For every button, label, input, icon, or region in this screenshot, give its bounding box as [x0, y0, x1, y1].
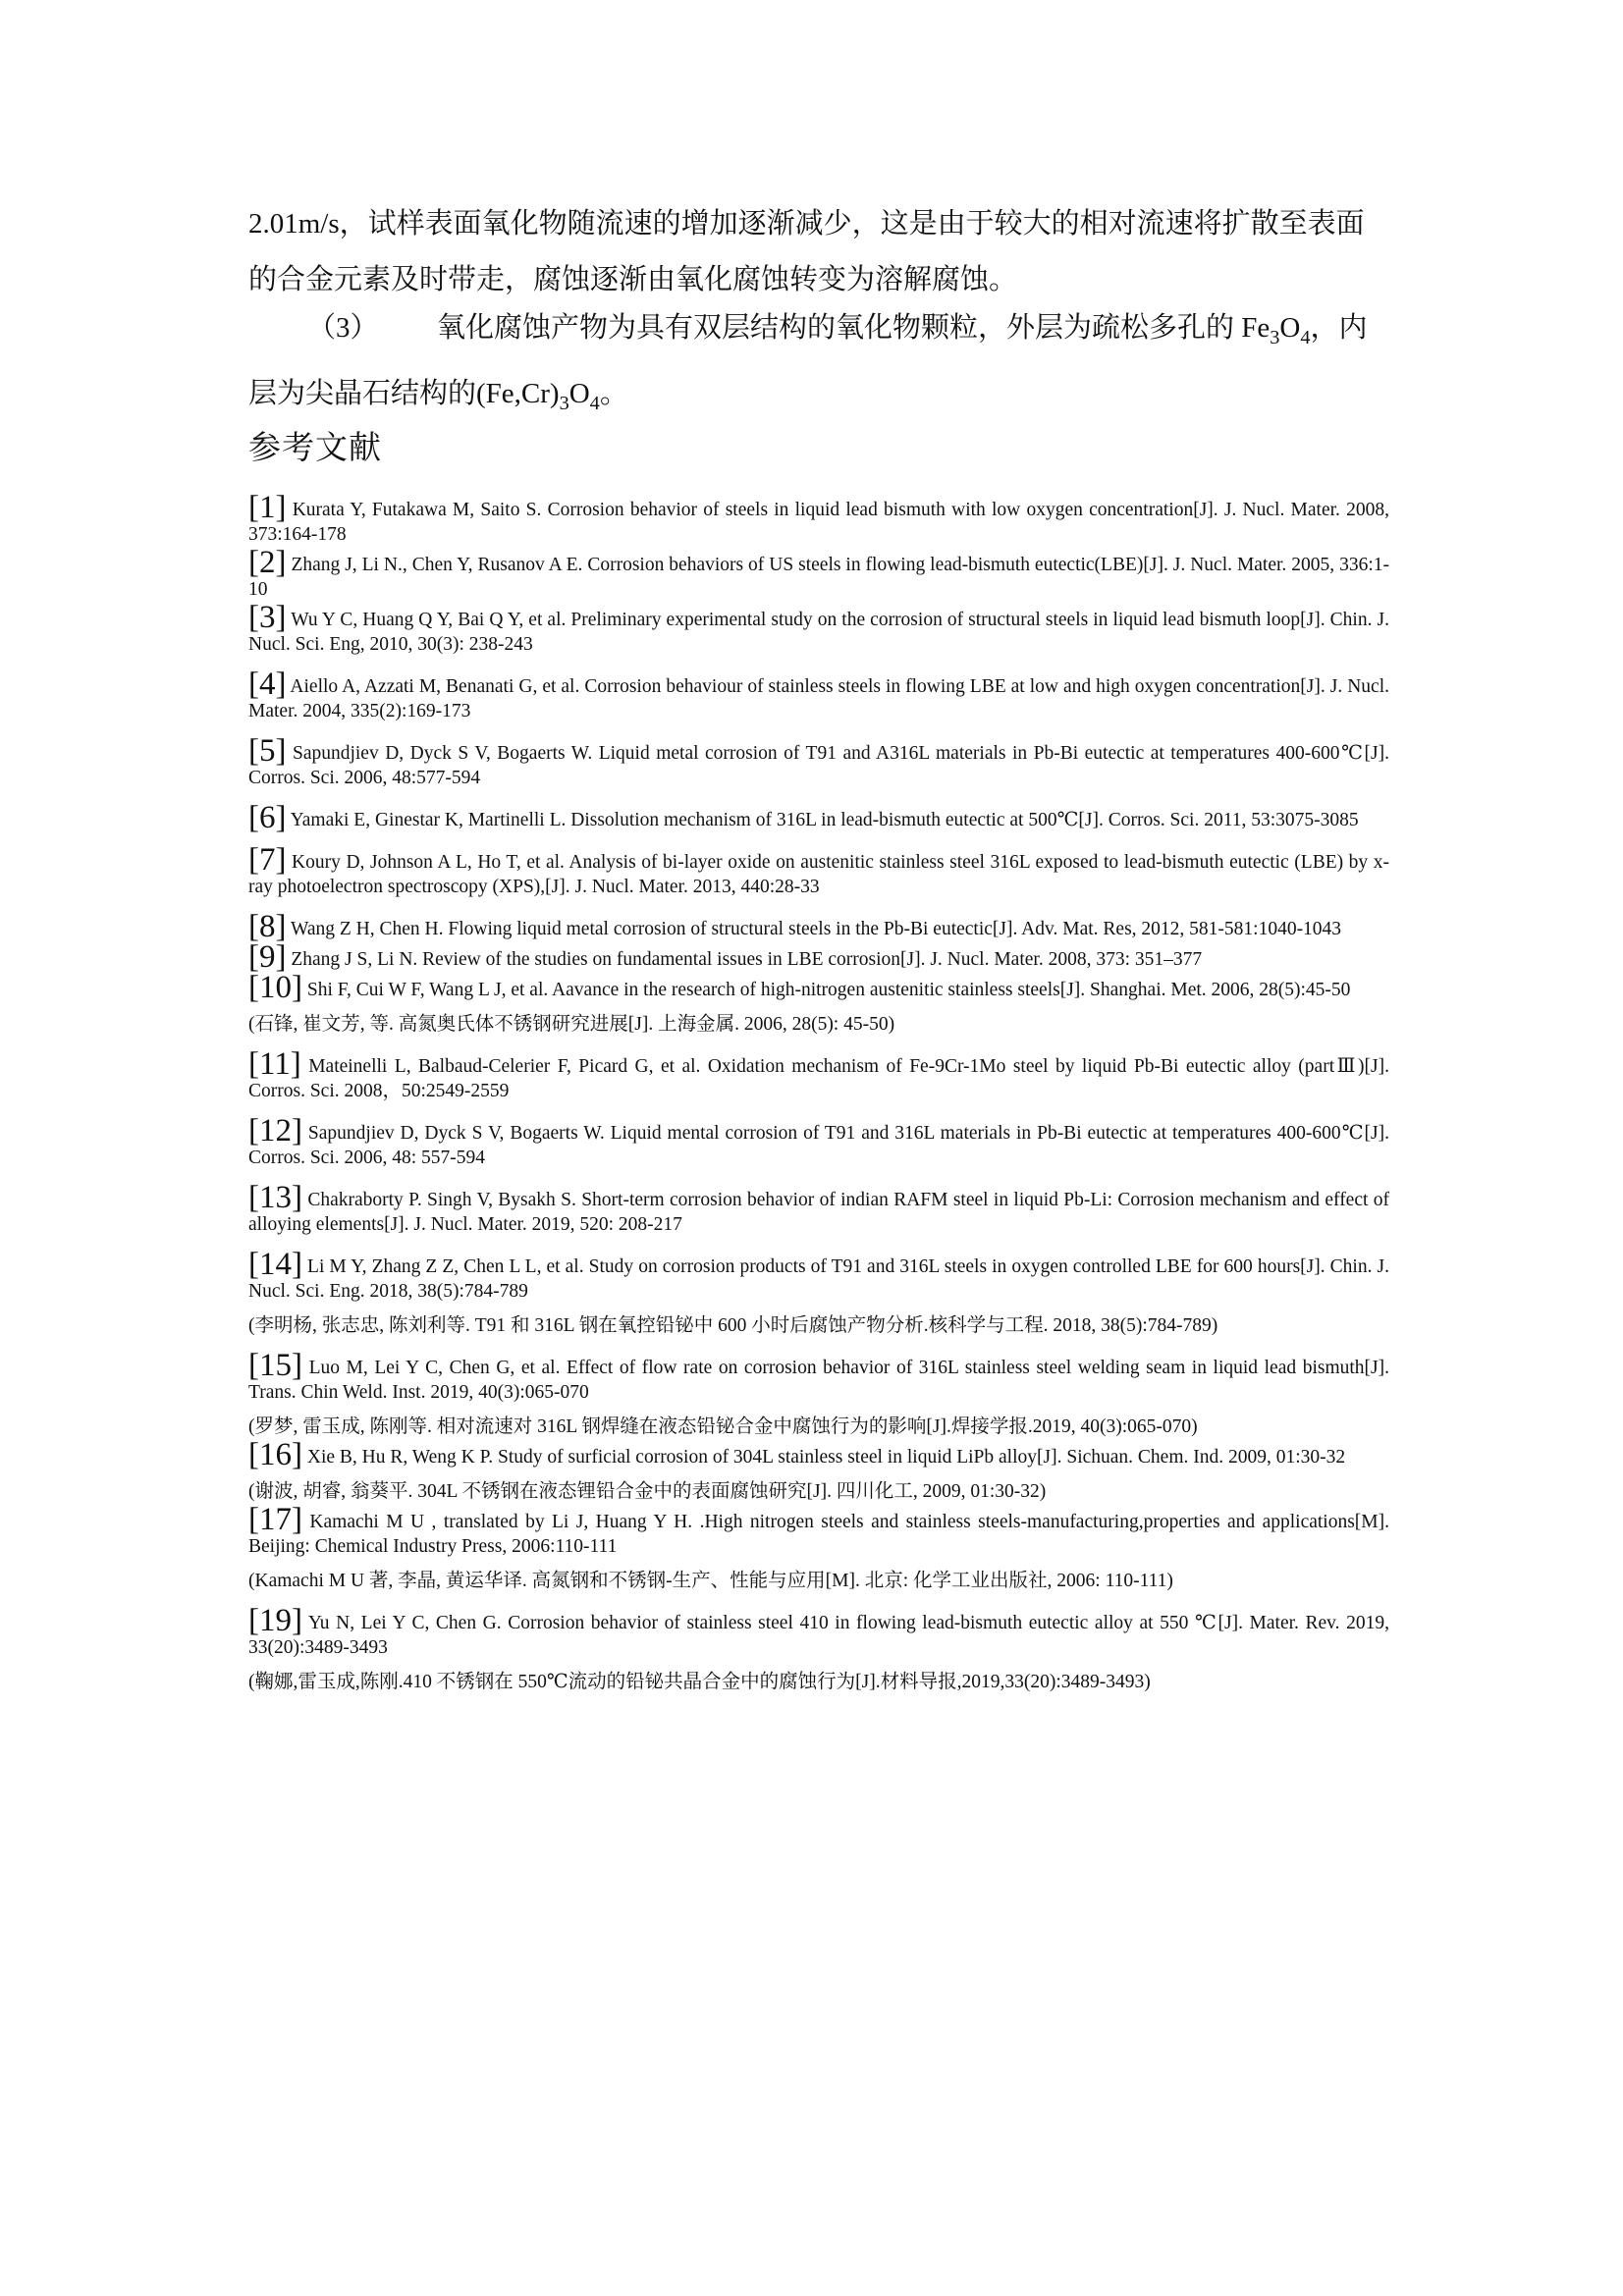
reference-number: [8]: [248, 909, 287, 944]
reference-text: Xie B, Hu R, Weng K P. Study of surficial corrosion of 304L stainless steel in liquid LiPb alloy[J]. Sichuan. Chem. Ind. 2009, 01:30-32: [301, 1447, 1346, 1468]
reference-list: [248, 490, 1389, 1694]
reference-text: Sapundjiev D, Dyck S V, Bogaerts W. Liquid metal corrosion of T91 and A316L materials in Pb-Bi eutectic at temperatures 400-600℃[J]. Corros. Sci. 2006, 48:577-594: [248, 743, 1389, 788]
conclusion-text-a: 氧化腐蚀产物为具有双层结构的氧化物颗粒，外层为疏松多孔的 Fe: [437, 312, 1271, 344]
conclusion-paragraph-continued: [248, 196, 1389, 308]
reference-entry: [248, 490, 1389, 547]
conclusion-text-c: ，内层为尖晶石结构的(Fe,Cr): [248, 312, 1368, 409]
reference-entry: [248, 1502, 1389, 1559]
reference-chinese-translation: (鞠娜,雷玉成,陈刚.410 不锈钢在 550℃流动的铅铋共晶合金中的腐蚀行为[J].材料导报,2019,33(20):3489-3493): [248, 1672, 1151, 1692]
reference-number: [10]: [248, 970, 302, 1005]
reference-entry: [248, 1348, 1389, 1405]
reference-entry: [248, 842, 1389, 899]
reference-entry: [248, 545, 1389, 602]
reference-number: [3]: [248, 600, 287, 635]
reference-entry: [248, 1046, 1389, 1103]
reference-entry: [248, 939, 1389, 975]
reference-entry: [248, 667, 1389, 723]
reference-number: [17]: [248, 1502, 302, 1537]
conclusion-text-d: O: [568, 377, 590, 409]
reference-entry: [248, 1180, 1389, 1237]
reference-entry: [248, 800, 1389, 835]
reference-entry: [248, 970, 1389, 1005]
reference-text: Sapundjiev D, Dyck S V, Bogaerts W. Liquid mental corrosion of T91 and 316L materials in Pb-Bi eutectic at temperatures 400-600℃[J]. Corros. Sci. 2006, 48: 557-594: [248, 1123, 1389, 1168]
reference-text: Yamaki E, Ginestar K, Martinelli L. Dissolution mechanism of 316L in lead-bismuth eutectic at 500℃[J]. Corros. Sci. 2011, 53:3075-3085: [286, 810, 1359, 830]
reference-entry: [248, 1247, 1389, 1304]
reference-number: [15]: [248, 1348, 302, 1383]
reference-entry: [248, 1603, 1389, 1660]
reference-number: [1]: [248, 490, 287, 525]
reference-number: [16]: [248, 1437, 302, 1472]
reference-number: [7]: [248, 842, 287, 878]
reference-text: Chakraborty P. Singh V, Bysakh S. Short-term corrosion behavior of indian RAFM steel in liquid Pb-Li: Corrosion mechanism and effect of alloying elements[J]. J. Nucl. Mater. 2019, 520: 208-217: [248, 1190, 1389, 1235]
reference-text: Koury D, Johnson A L, Ho T, et al. Analysis of bi-layer oxide on austenitic stainless steel 316L exposed to lead-bismuth eutectic (LBE) by x-ray photoelectron spectroscopy (XPS),[J]. J. Nucl. Mater. 2013, 440:28-33: [248, 852, 1389, 897]
subscript: 4: [1300, 326, 1311, 348]
reference-text: Kurata Y, Futakawa M, Saito S. Corrosion behavior of steels in liquid lead bismuth with low oxygen concentration[J]. J. Nucl. Mater. 2008, 373:164-178: [248, 500, 1389, 545]
conclusion-text: 2.01m/s，试样表面氧化物随流速的增加逐渐减少，这是由于较大的相对流速将扩散至表面的合金元素及时带走，腐蚀逐渐由氧化腐蚀转变为溶解腐蚀。: [248, 208, 1365, 295]
reference-text: Wu Y C, Huang Q Y, Bai Q Y, et al. Preliminary experimental study on the corrosion of structural steels in liquid lead bismuth loop[J]. Chin. J. Nucl. Sci. Eng, 2010, 30(3): 238-243: [248, 610, 1389, 655]
reference-number: [9]: [248, 939, 287, 975]
reference-entry: [248, 1113, 1389, 1170]
reference-chinese-translation: (罗梦, 雷玉成, 陈刚等. 相对流速对 316L 钢焊缝在液态铅铋合金中腐蚀行为的影响[J].焊接学报.2019, 40(3):065-070): [248, 1416, 1198, 1437]
reference-chinese-translation: (Kamachi M U 著, 李晶, 黄运华译. 高氮钢和不锈钢-生产、性能与应用[M]. 北京: 化学工业出版社, 2006: 110-111): [248, 1571, 1173, 1591]
reference-number: [19]: [248, 1603, 302, 1638]
reference-number: [5]: [248, 733, 287, 769]
references-heading: 参考文献: [248, 431, 382, 466]
reference-text: Yu N, Lei Y C, Chen G. Corrosion behavior of stainless steel 410 in flowing lead-bismuth eutectic alloy at 550 ℃[J]. Mater. Rev. 2019, 33(20):3489-3493: [248, 1613, 1389, 1658]
reference-text: Shi F, Cui W F, Wang L J, et al. Aavance in the research of high-nitrogen austenitic stainless steels[J]. Shanghai. Met. 2006, 28(5):45-50: [301, 980, 1351, 1000]
reference-entry: [248, 909, 1389, 944]
reference-chinese-translation: (李明杨, 张志忠, 陈刘利等. T91 和 316L 钢在氧控铅铋中 600 小时后腐蚀产物分析.核科学与工程. 2018, 38(5):784-789): [248, 1315, 1218, 1336]
reference-number: [2]: [248, 545, 287, 580]
reference-number: [11]: [248, 1046, 301, 1082]
reference-chinese-translation: (谢波, 胡睿, 翁葵平. 304L 不锈钢在液态锂铅合金中的表面腐蚀研究[J]. 四川化工, 2009, 01:30-32): [248, 1481, 1047, 1502]
reference-text: Kamachi M U , translated by Li J, Huang Y H. .High nitrogen steels and stainless steels-manufacturing,properties and applications[M]. Beijing: Chemical Industry Press, 2006:110-111: [248, 1512, 1389, 1557]
reference-entry: [248, 733, 1389, 790]
conclusion-text-e: 。: [599, 377, 628, 409]
reference-text: Aiello A, Azzati M, Benanati G, et al. Corrosion behaviour of stainless steels in flowing LBE at low and high oxygen concentration[J]. J. Nucl. Mater. 2004, 335(2):169-173: [248, 676, 1389, 721]
reference-number: [12]: [248, 1113, 302, 1148]
reference-text: Li M Y, Zhang Z Z, Chen L L, et al. Study on corrosion products of T91 and 316L steels in oxygen controlled LBE for 600 hours[J]. Chin. J. Nucl. Sci. Eng. 2018, 38(5):784-789: [248, 1256, 1389, 1302]
reference-entry: [248, 600, 1389, 657]
reference-number: [4]: [248, 667, 287, 702]
reference-number: [6]: [248, 800, 287, 835]
conclusion-item-number: （3）: [307, 312, 379, 344]
conclusion-paragraph-3: [248, 300, 1389, 432]
reference-number: [14]: [248, 1247, 302, 1282]
reference-number: [13]: [248, 1180, 302, 1215]
reference-entry: [248, 1437, 1389, 1472]
conclusion-text-b: O: [1279, 312, 1301, 344]
subscript: 4: [589, 392, 600, 414]
subscript: 3: [559, 392, 569, 414]
reference-text: Luo M, Lei Y C, Chen G, et al. Effect of flow rate on corrosion behavior of 316L stainless steel welding seam in liquid lead bismuth[J]. Trans. Chin Weld. Inst. 2019, 40(3):065-070: [248, 1358, 1389, 1403]
subscript: 3: [1270, 326, 1280, 348]
reference-text: Zhang J S, Li N. Review of the studies on fundamental issues in LBE corrosion[J]. J. Nucl. Mater. 2008, 373: 351–377: [286, 949, 1203, 970]
reference-text: Zhang J, Li N., Chen Y, Rusanov A E. Corrosion behaviors of US steels in flowing lead-bismuth eutectic(LBE)[J]. J. Nucl. Mater. 2005, 336:1-10: [248, 555, 1389, 600]
reference-chinese-translation: (石锋, 崔文芳, 等. 高氮奥氏体不锈钢研究进展[J]. 上海金属. 2006, 28(5): 45-50): [248, 1014, 895, 1035]
reference-text: Mateinelli L, Balbaud-Celerier F, Picard G, et al. Oxidation mechanism of Fe-9Cr-1Mo steel by liquid Pb-Bi eutectic alloy (partⅢ)[J]. Corros. Sci. 2008，50:2549-2559: [248, 1056, 1389, 1101]
reference-text: Wang Z H, Chen H. Flowing liquid metal corrosion of structural steels in the Pb-Bi eutectic[J]. Adv. Mat. Res, 2012, 581-581:1040-1043: [286, 919, 1342, 939]
